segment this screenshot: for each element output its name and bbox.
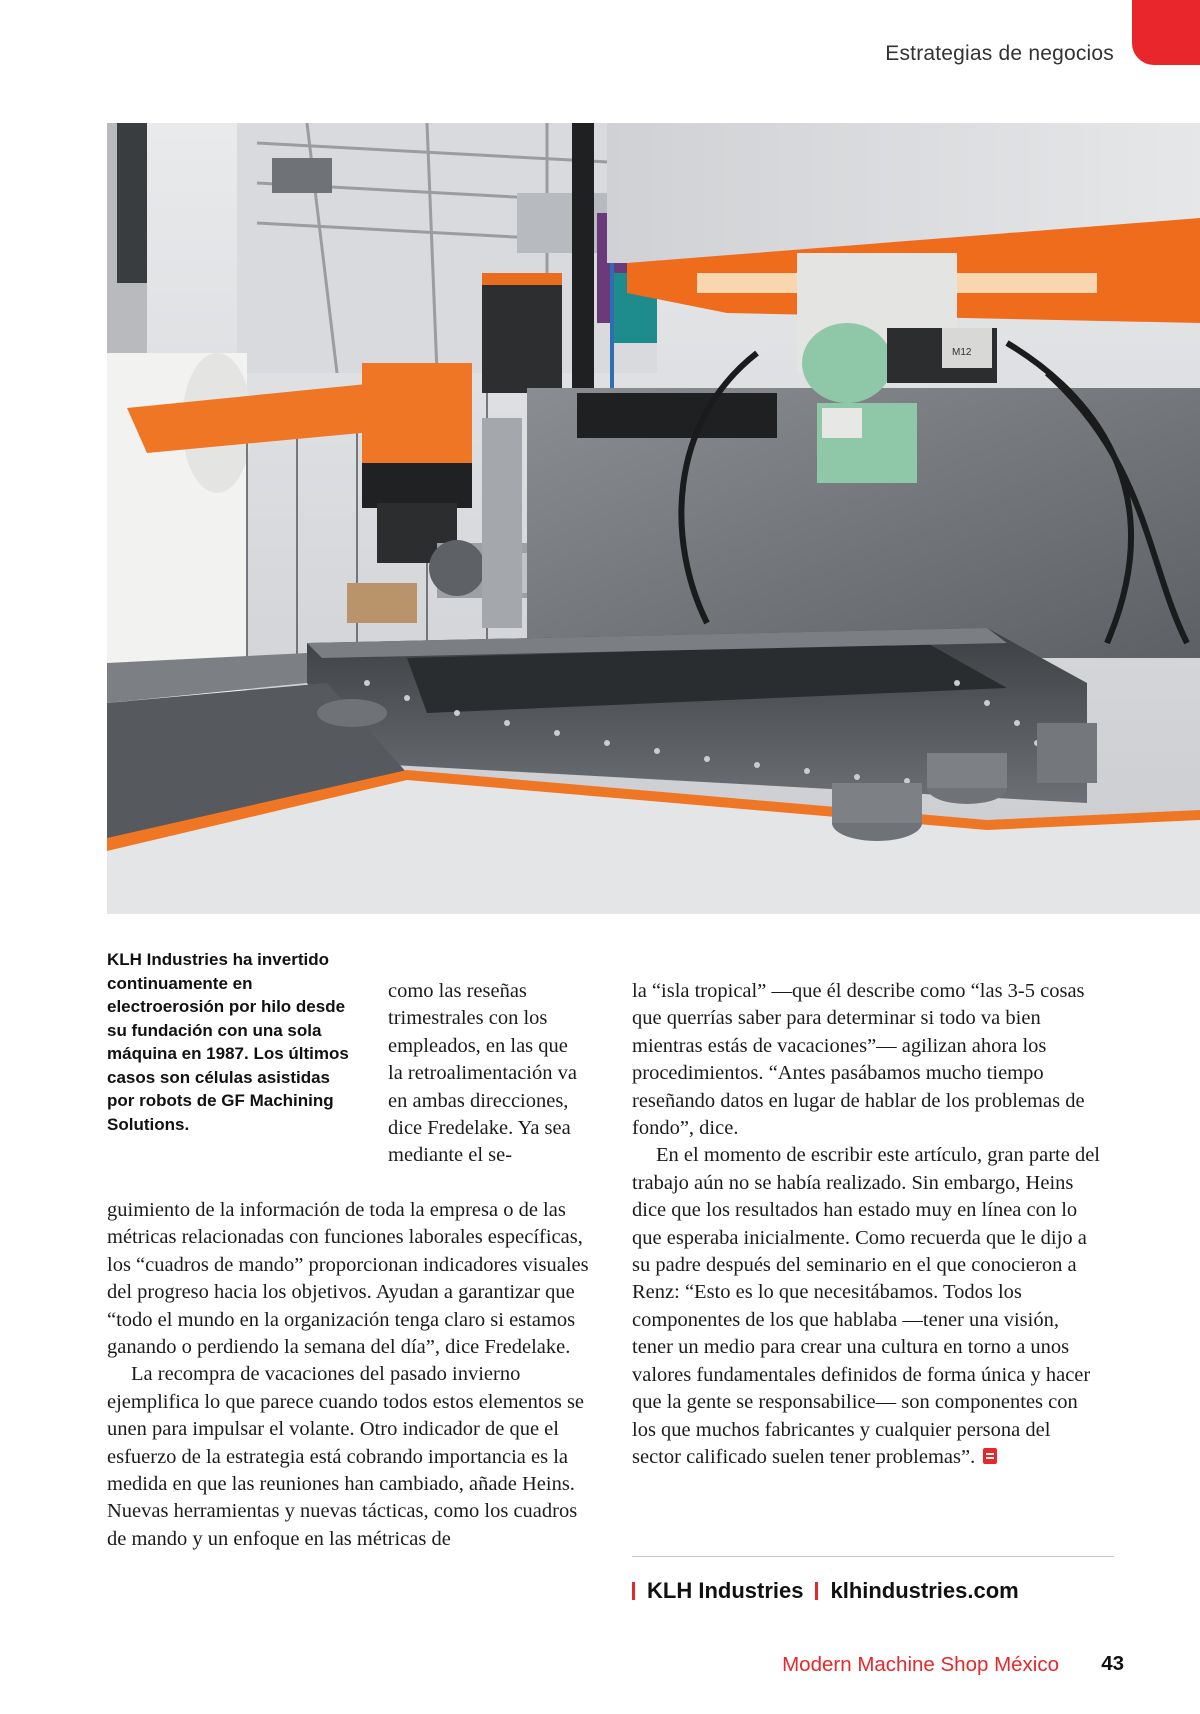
article-paragraph-text: En el momento de escribir este artículo, gran parte del trabajo aún no se había realizado. Sin embargo, Heins dice que los resultados han estado muy en línea con lo que esperaba inicialmente. Como recuerda que le dijo a su padre después del seminario en el que conocieron a Renz: “Esto es lo que necesitábamos. Todos los componentes de los que hablaba —tener una visión, tener un medio para crear una cultura en torno a unos valores fundamentales definidos de forma única y hacer que la gente se responsabilice— son componentes con los que muchos fabricantes y cualquier persona del sector calificado suelen tener problemas”. — [632, 1144, 1100, 1468]
source-divider — [632, 1556, 1114, 1557]
separator-bar — [815, 1582, 818, 1600]
article-col-a-top: como las reseñas trimestrales con los empleados, en las que la retroalimentación va en ambas direcciones, dice Fredelake. Ya sea mediante el se- — [388, 980, 577, 1167]
section-title: Estrategias de negocios — [885, 42, 1114, 65]
article-end-icon — [983, 1448, 997, 1464]
article-paragraph: la “isla tropical” —que él describe como “las 3-5 cosas que querrías saber para determinar si todo va bien mientras estás de vacaciones”— agilizan ahora los procedimientos. “Antes pasábamos mucho tiempo reseñando datos en lugar de hablar de los problemas de fondo”, dice. — [632, 980, 1085, 1140]
source-line — [632, 1578, 1019, 1604]
article-col-a — [107, 1197, 597, 1553]
separator-bar — [632, 1582, 635, 1600]
article-photo — [107, 123, 1200, 914]
corner-tab — [1132, 0, 1200, 65]
photo-tag-text: M12 — [952, 347, 972, 358]
article-col-b — [632, 978, 1102, 1471]
article-paragraph — [632, 1142, 1102, 1471]
article-paragraph: guimiento de la información de toda la empresa o de las métricas relacionadas con funciones laborales específicas, los “cuadros de mando” proporcionan indicadores visuales del progreso hacia los objetivos. Ayudan a garantizar que “todo el mundo en la organización tenga claro si estamos ganando o perdiendo la semana del día”, dice Fredelake. — [107, 1199, 589, 1359]
article-paragraph: La recompra de vacaciones del pasado invierno ejemplifica lo que parece cuando todos estos elementos se unen para impulsar el volante. Otro indicador de que el esfuerzo de la estrategia está cobrando importancia es la medida en que las reuniones han cambiado, añade Heins. Nuevas herramientas y nuevas tácticas, como los cuadros de mando y un enfoque en las métricas de — [107, 1363, 585, 1550]
photo-image — [107, 123, 1200, 914]
footer-magazine: Modern Machine Shop México — [782, 1653, 1059, 1676]
page-number: 43 — [1101, 1652, 1124, 1675]
source-website[interactable]: klhindustries.com — [830, 1578, 1019, 1603]
photo-caption: KLH Industries ha invertido continuamente en electroerosión por hilo desde su fundación con una sola máquina en 1987. Los últimos casos son células asistidas por robots de GF Machining Solutions. — [107, 950, 349, 1134]
source-company: KLH Industries — [647, 1578, 804, 1603]
